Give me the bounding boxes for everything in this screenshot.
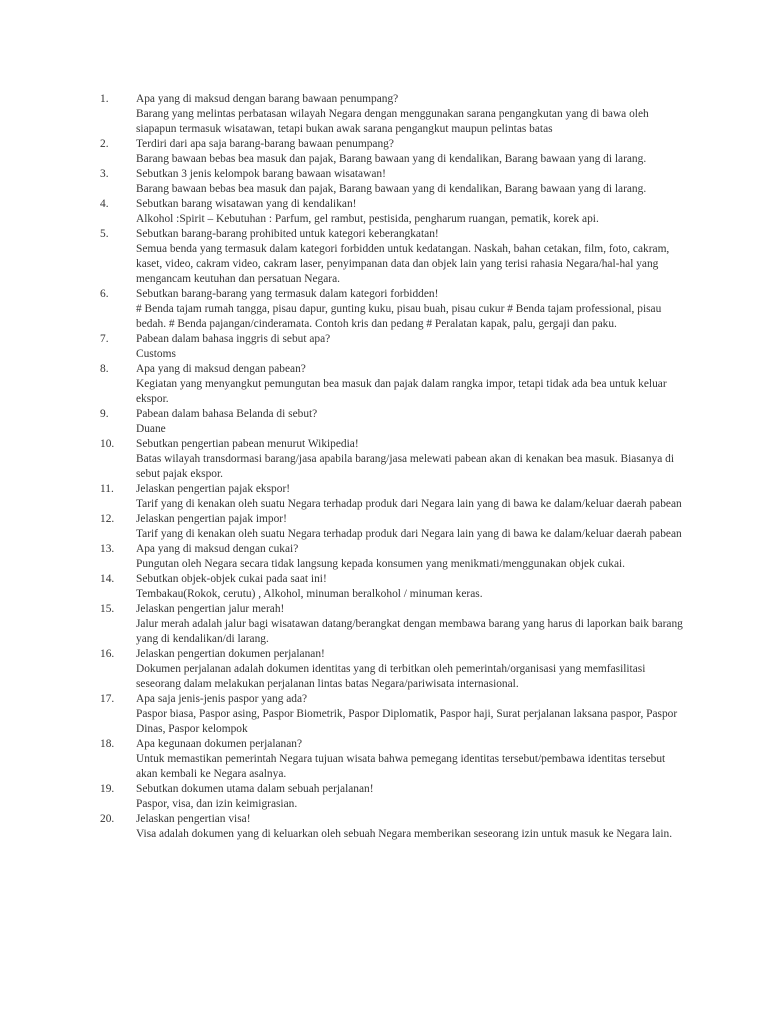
question-text: Jelaskan pengertian jalur merah! bbox=[136, 603, 285, 615]
item-number: 19. bbox=[100, 783, 115, 795]
qa-item-18 bbox=[100, 737, 688, 782]
answer-text: Duane bbox=[136, 423, 166, 435]
question-text: Apa kegunaan dokumen perjalanan? bbox=[136, 738, 303, 750]
qa-item-13 bbox=[100, 542, 688, 572]
answer-text: Kegiatan yang menyangkut pemungutan bea masuk dan pajak dalam rangka impor, tetapi tidak ada bea untuk keluar ekspor. bbox=[136, 378, 667, 405]
item-number: 8. bbox=[100, 363, 109, 375]
answer-text: Paspor, visa, dan izin keimigrasian. bbox=[136, 798, 298, 810]
answer-text: Semua benda yang termasuk dalam kategori forbidden untuk kedatangan. Naskah, bahan cetakan, film, foto, cakram, kaset, video, cakram video, cakram laser, penyimpanan data dan objek lain yang terisi rahasia Negara/hal-hal yang mengancam keutuhan dan persatuan Negara. bbox=[136, 243, 670, 285]
question-text: Sebutkan pengertian pabean menurut Wikipedia! bbox=[136, 438, 359, 450]
item-body bbox=[136, 572, 688, 602]
answer-text: Tembakau(Rokok, cerutu) , Alkohol, minuman beralkohol / minuman keras. bbox=[136, 588, 483, 600]
qa-item-20 bbox=[100, 812, 688, 842]
item-number: 9. bbox=[100, 408, 109, 420]
item-number: 13. bbox=[100, 543, 115, 555]
question-text: Jelaskan pengertian pajak ekspor! bbox=[136, 483, 291, 495]
question-text: Jelaskan pengertian visa! bbox=[136, 813, 251, 825]
item-body bbox=[136, 197, 688, 227]
question-text: Apa saja jenis-jenis paspor yang ada? bbox=[136, 693, 308, 705]
answer-text: Jalur merah adalah jalur bagi wisatawan datang/berangkat dengan membawa barang yang harus di laporkan baik barang yang di kendalikan/di larang. bbox=[136, 618, 683, 645]
item-body bbox=[136, 512, 688, 542]
item-body bbox=[136, 737, 688, 782]
answer-text: Barang bawaan bebas bea masuk dan pajak, Barang bawaan yang di kendalikan, Barang bawaan yang di larang. bbox=[136, 153, 647, 165]
item-number: 15. bbox=[100, 603, 115, 615]
item-number: 18. bbox=[100, 738, 115, 750]
qa-item-1 bbox=[100, 92, 688, 137]
item-number: 17. bbox=[100, 693, 115, 705]
item-number: 5. bbox=[100, 228, 109, 240]
item-body bbox=[136, 92, 688, 137]
item-body bbox=[136, 647, 688, 692]
qa-item-11 bbox=[100, 482, 688, 512]
qa-item-15 bbox=[100, 602, 688, 647]
question-text: Jelaskan pengertian pajak impor! bbox=[136, 513, 287, 525]
answer-text: # Benda tajam rumah tangga, pisau dapur, gunting kuku, pisau buah, pisau cukur # Benda tajam professional, pisau bedah. # Benda pajangan/cinderamata. Contoh kris dan pedang # Peralatan kapak, palu, gergaji dan paku. bbox=[136, 303, 662, 330]
item-body bbox=[136, 137, 688, 167]
qa-item-3 bbox=[100, 167, 688, 197]
item-number: 14. bbox=[100, 573, 115, 585]
item-number: 16. bbox=[100, 648, 115, 660]
qa-item-8 bbox=[100, 362, 688, 407]
item-body bbox=[136, 407, 688, 437]
qa-item-5 bbox=[100, 227, 688, 287]
qa-item-14 bbox=[100, 572, 688, 602]
answer-text: Paspor biasa, Paspor asing, Paspor Biometrik, Paspor Diplomatik, Paspor haji, Surat perjalanan laksana paspor, Paspor Dinas, Paspor kelompok bbox=[136, 708, 678, 735]
item-number: 7. bbox=[100, 333, 109, 345]
item-body bbox=[136, 362, 688, 407]
item-number: 11. bbox=[100, 483, 114, 495]
item-number: 3. bbox=[100, 168, 109, 180]
question-text: Sebutkan barang wisatawan yang di kendalikan! bbox=[136, 198, 357, 210]
qa-list bbox=[100, 92, 688, 842]
qa-item-9 bbox=[100, 407, 688, 437]
question-text: Sebutkan barang-barang yang termasuk dalam kategori forbidden! bbox=[136, 288, 439, 300]
qa-item-2 bbox=[100, 137, 688, 167]
question-text: Apa yang di maksud dengan barang bawaan penumpang? bbox=[136, 93, 399, 105]
answer-text: Pungutan oleh Negara secara tidak langsung kepada konsumen yang menikmati/menggunakan objek cukai. bbox=[136, 558, 626, 570]
question-text: Apa yang di maksud dengan pabean? bbox=[136, 363, 306, 375]
item-number: 6. bbox=[100, 288, 109, 300]
question-text: Jelaskan pengertian dokumen perjalanan! bbox=[136, 648, 325, 660]
item-body bbox=[136, 692, 688, 737]
answer-text: Barang bawaan bebas bea masuk dan pajak, Barang bawaan yang di kendalikan, Barang bawaan yang di larang. bbox=[136, 183, 647, 195]
qa-item-6 bbox=[100, 287, 688, 332]
question-text: Sebutkan objek-objek cukai pada saat ini! bbox=[136, 573, 327, 585]
qa-item-7 bbox=[100, 332, 688, 362]
item-body bbox=[136, 167, 688, 197]
item-number: 12. bbox=[100, 513, 115, 525]
answer-text: Alkohol :Spirit – Kebutuhan : Parfum, gel rambut, pestisida, pengharum ruangan, pematik, korek api. bbox=[136, 213, 599, 225]
answer-text: Tarif yang di kenakan oleh suatu Negara terhadap produk dari Negara lain yang di bawa ke dalam/keluar daerah pabean bbox=[136, 498, 682, 510]
answer-text: Tarif yang di kenakan oleh suatu Negara terhadap produk dari Negara lain yang di bawa ke dalam/keluar daerah pabean bbox=[136, 528, 682, 540]
item-body bbox=[136, 542, 688, 572]
answer-text: Untuk memastikan pemerintah Negara tujuan wisata bahwa pemegang identitas tersebut/pembawa identitas tersebut akan kembali ke Negara asalnya. bbox=[136, 753, 666, 780]
item-body bbox=[136, 602, 688, 647]
question-text: Apa yang di maksud dengan cukai? bbox=[136, 543, 299, 555]
question-text: Pabean dalam bahasa Belanda di sebut? bbox=[136, 408, 318, 420]
qa-item-10 bbox=[100, 437, 688, 482]
item-number: 2. bbox=[100, 138, 109, 150]
item-number: 10. bbox=[100, 438, 115, 450]
question-text: Sebutkan barang-barang prohibited untuk kategori keberangkatan! bbox=[136, 228, 439, 240]
answer-text: Batas wilayah transdormasi barang/jasa apabila barang/jasa melewati pabean akan di kenakan bea masuk. Biasanya di sebut pajak ekspor. bbox=[136, 453, 675, 480]
item-body bbox=[136, 782, 688, 812]
item-number: 20. bbox=[100, 813, 115, 825]
qa-item-12 bbox=[100, 512, 688, 542]
item-number: 4. bbox=[100, 198, 109, 210]
item-body bbox=[136, 332, 688, 362]
qa-item-17 bbox=[100, 692, 688, 737]
question-text: Sebutkan 3 jenis kelompok barang bawaan wisatawan! bbox=[136, 168, 386, 180]
question-text: Pabean dalam bahasa inggris di sebut apa? bbox=[136, 333, 331, 345]
question-text: Terdiri dari apa saja barang-barang bawaan penumpang? bbox=[136, 138, 394, 150]
item-number: 1. bbox=[100, 93, 109, 105]
answer-text: Barang yang melintas perbatasan wilayah Negara dengan menggunakan sarana pengangkutan yang di bawa oleh siapapun termasuk wisatawan, tetapi bukan awak sarana pengangkut maupun pelintas batas bbox=[136, 108, 649, 135]
answer-text: Dokumen perjalanan adalah dokumen identitas yang di terbitkan oleh pemerintah/organisasi yang memfasilitasi seseorang dalam melakukan perjalanan lintas batas Negara/pariwisata internasional. bbox=[136, 663, 646, 690]
item-body bbox=[136, 227, 688, 287]
item-body bbox=[136, 437, 688, 482]
qa-item-4 bbox=[100, 197, 688, 227]
item-body bbox=[136, 482, 688, 512]
qa-item-16 bbox=[100, 647, 688, 692]
answer-text: Customs bbox=[136, 348, 176, 360]
answer-text: Visa adalah dokumen yang di keluarkan oleh sebuah Negara memberikan seseorang izin untuk masuk ke Negara lain. bbox=[136, 828, 673, 840]
item-body bbox=[136, 287, 688, 332]
item-body bbox=[136, 812, 688, 842]
question-text: Sebutkan dokumen utama dalam sebuah perjalanan! bbox=[136, 783, 374, 795]
qa-item-19 bbox=[100, 782, 688, 812]
